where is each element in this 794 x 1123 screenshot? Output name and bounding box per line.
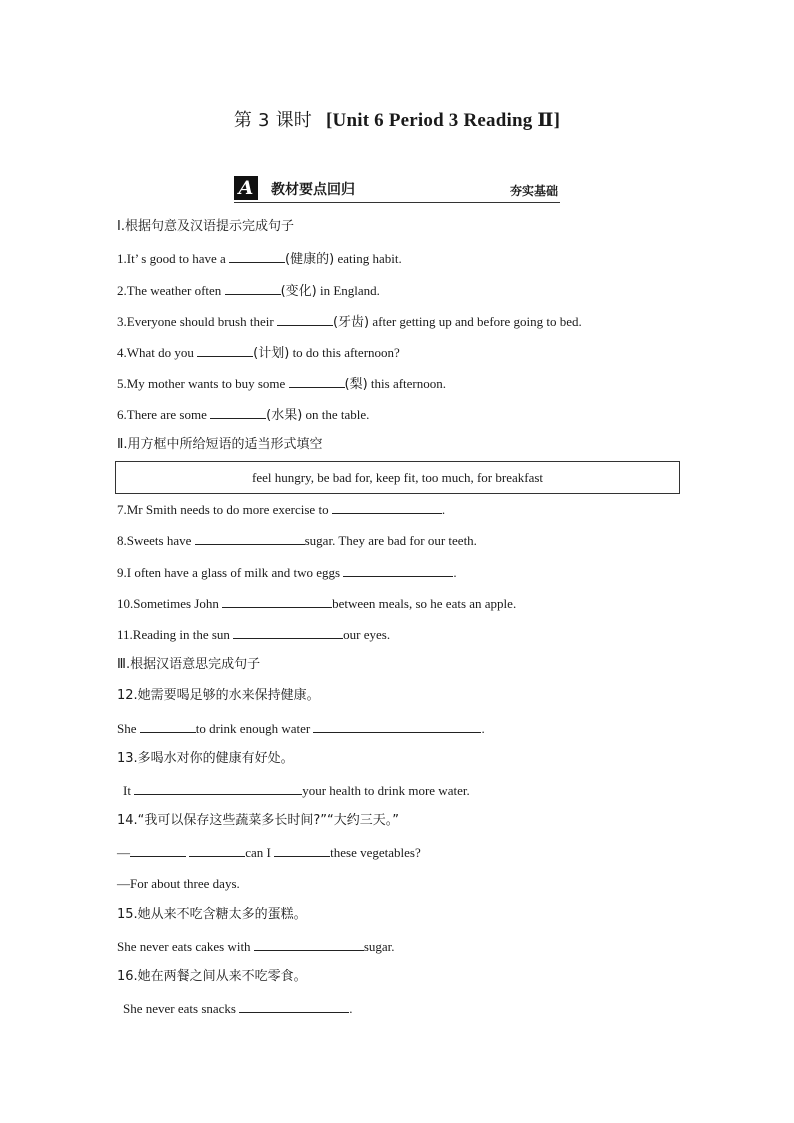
answer-blank[interactable]: [313, 720, 481, 733]
question-5: 5.My mother wants to buy some (梨) this afternoon.: [117, 376, 447, 392]
answer-blank[interactable]: [222, 595, 332, 608]
answer-blank[interactable]: [130, 844, 186, 857]
question-6: 6.There are some (水果) on the table.: [117, 407, 370, 423]
question-4: 4.What do you (计划) to do this afternoon?: [117, 345, 400, 361]
answer-blank[interactable]: [343, 564, 453, 577]
question-16: She never eats snacks .: [123, 1001, 353, 1016]
title-unit: [Unit 6 Period 3 Reading Ⅱ]: [326, 110, 561, 131]
question-14: — can I these vegetables?: [117, 845, 421, 860]
answer-blank[interactable]: [254, 938, 364, 951]
question-16-prompt: 16.她在两餐之间从来不吃零食。: [117, 969, 307, 984]
answer-blank[interactable]: [189, 844, 245, 857]
question-10: 10.Sometimes John between meals, so he eats an apple.: [117, 596, 517, 611]
answer-blank[interactable]: [140, 720, 196, 733]
question-13-prompt: 13.多喝水对你的健康有好处。: [117, 751, 294, 766]
answer-blank[interactable]: [197, 344, 253, 357]
question-9: 9.I often have a glass of milk and two eggs .: [117, 565, 457, 580]
answer-blank[interactable]: [277, 313, 333, 326]
answer-blank[interactable]: [195, 532, 305, 545]
question-2: 2.The weather often (变化) in England.: [117, 283, 380, 299]
answer-blank[interactable]: [332, 501, 442, 514]
question-11: 11.Reading in the sun our eyes.: [117, 627, 391, 642]
section2-heading: Ⅱ.用方框中所给短语的适当形式填空: [117, 437, 323, 452]
question-12-prompt: 12.她需要喝足够的水来保持健康。: [117, 688, 320, 703]
banner-title: 教材要点回归: [271, 182, 355, 198]
banner-subtitle: 夯实基础: [509, 184, 558, 198]
answer-blank[interactable]: [289, 375, 345, 388]
question-15: She never eats cakes with sugar.: [117, 939, 395, 954]
section3-heading: Ⅲ.根据汉语意思完成句子: [117, 657, 261, 672]
question-12: She to drink enough water .: [117, 721, 485, 736]
question-14-answer: —For about three days.: [117, 876, 240, 891]
section1-heading: Ⅰ.根据句意及汉语提示完成句子: [117, 219, 294, 234]
question-3: 3.Everyone should brush their (牙齿) after getting up and before going to bed.: [117, 314, 582, 330]
phrase-box: feel hungry, be bad for, keep fit, too much, for breakfast: [115, 461, 680, 494]
answer-blank[interactable]: [210, 406, 266, 419]
question-1: 1.It’ s good to have a (健康的) eating habit.: [117, 251, 402, 267]
question-8: 8.Sweets have sugar. They are bad for our teeth.: [117, 533, 477, 548]
page-title: [0, 106, 794, 132]
question-13: It your health to drink more water.: [123, 783, 470, 798]
section-a-badge-icon: A: [234, 176, 258, 200]
answer-blank[interactable]: [239, 1000, 349, 1013]
answer-blank[interactable]: [233, 626, 343, 639]
question-7: 7.Mr Smith needs to do more exercise to .: [117, 502, 446, 517]
answer-blank[interactable]: [134, 782, 302, 795]
title-lesson: 第 3 课时: [233, 110, 312, 131]
answer-blank[interactable]: [229, 250, 285, 263]
section-banner: [234, 176, 560, 203]
question-15-prompt: 15.她从来不吃含糖太多的蛋糕。: [117, 907, 307, 922]
answer-blank[interactable]: [225, 282, 281, 295]
answer-blank[interactable]: [274, 844, 330, 857]
question-14-prompt: 14.“我可以保存这些蔬菜多长时间?”“大约三天。”: [117, 813, 400, 828]
